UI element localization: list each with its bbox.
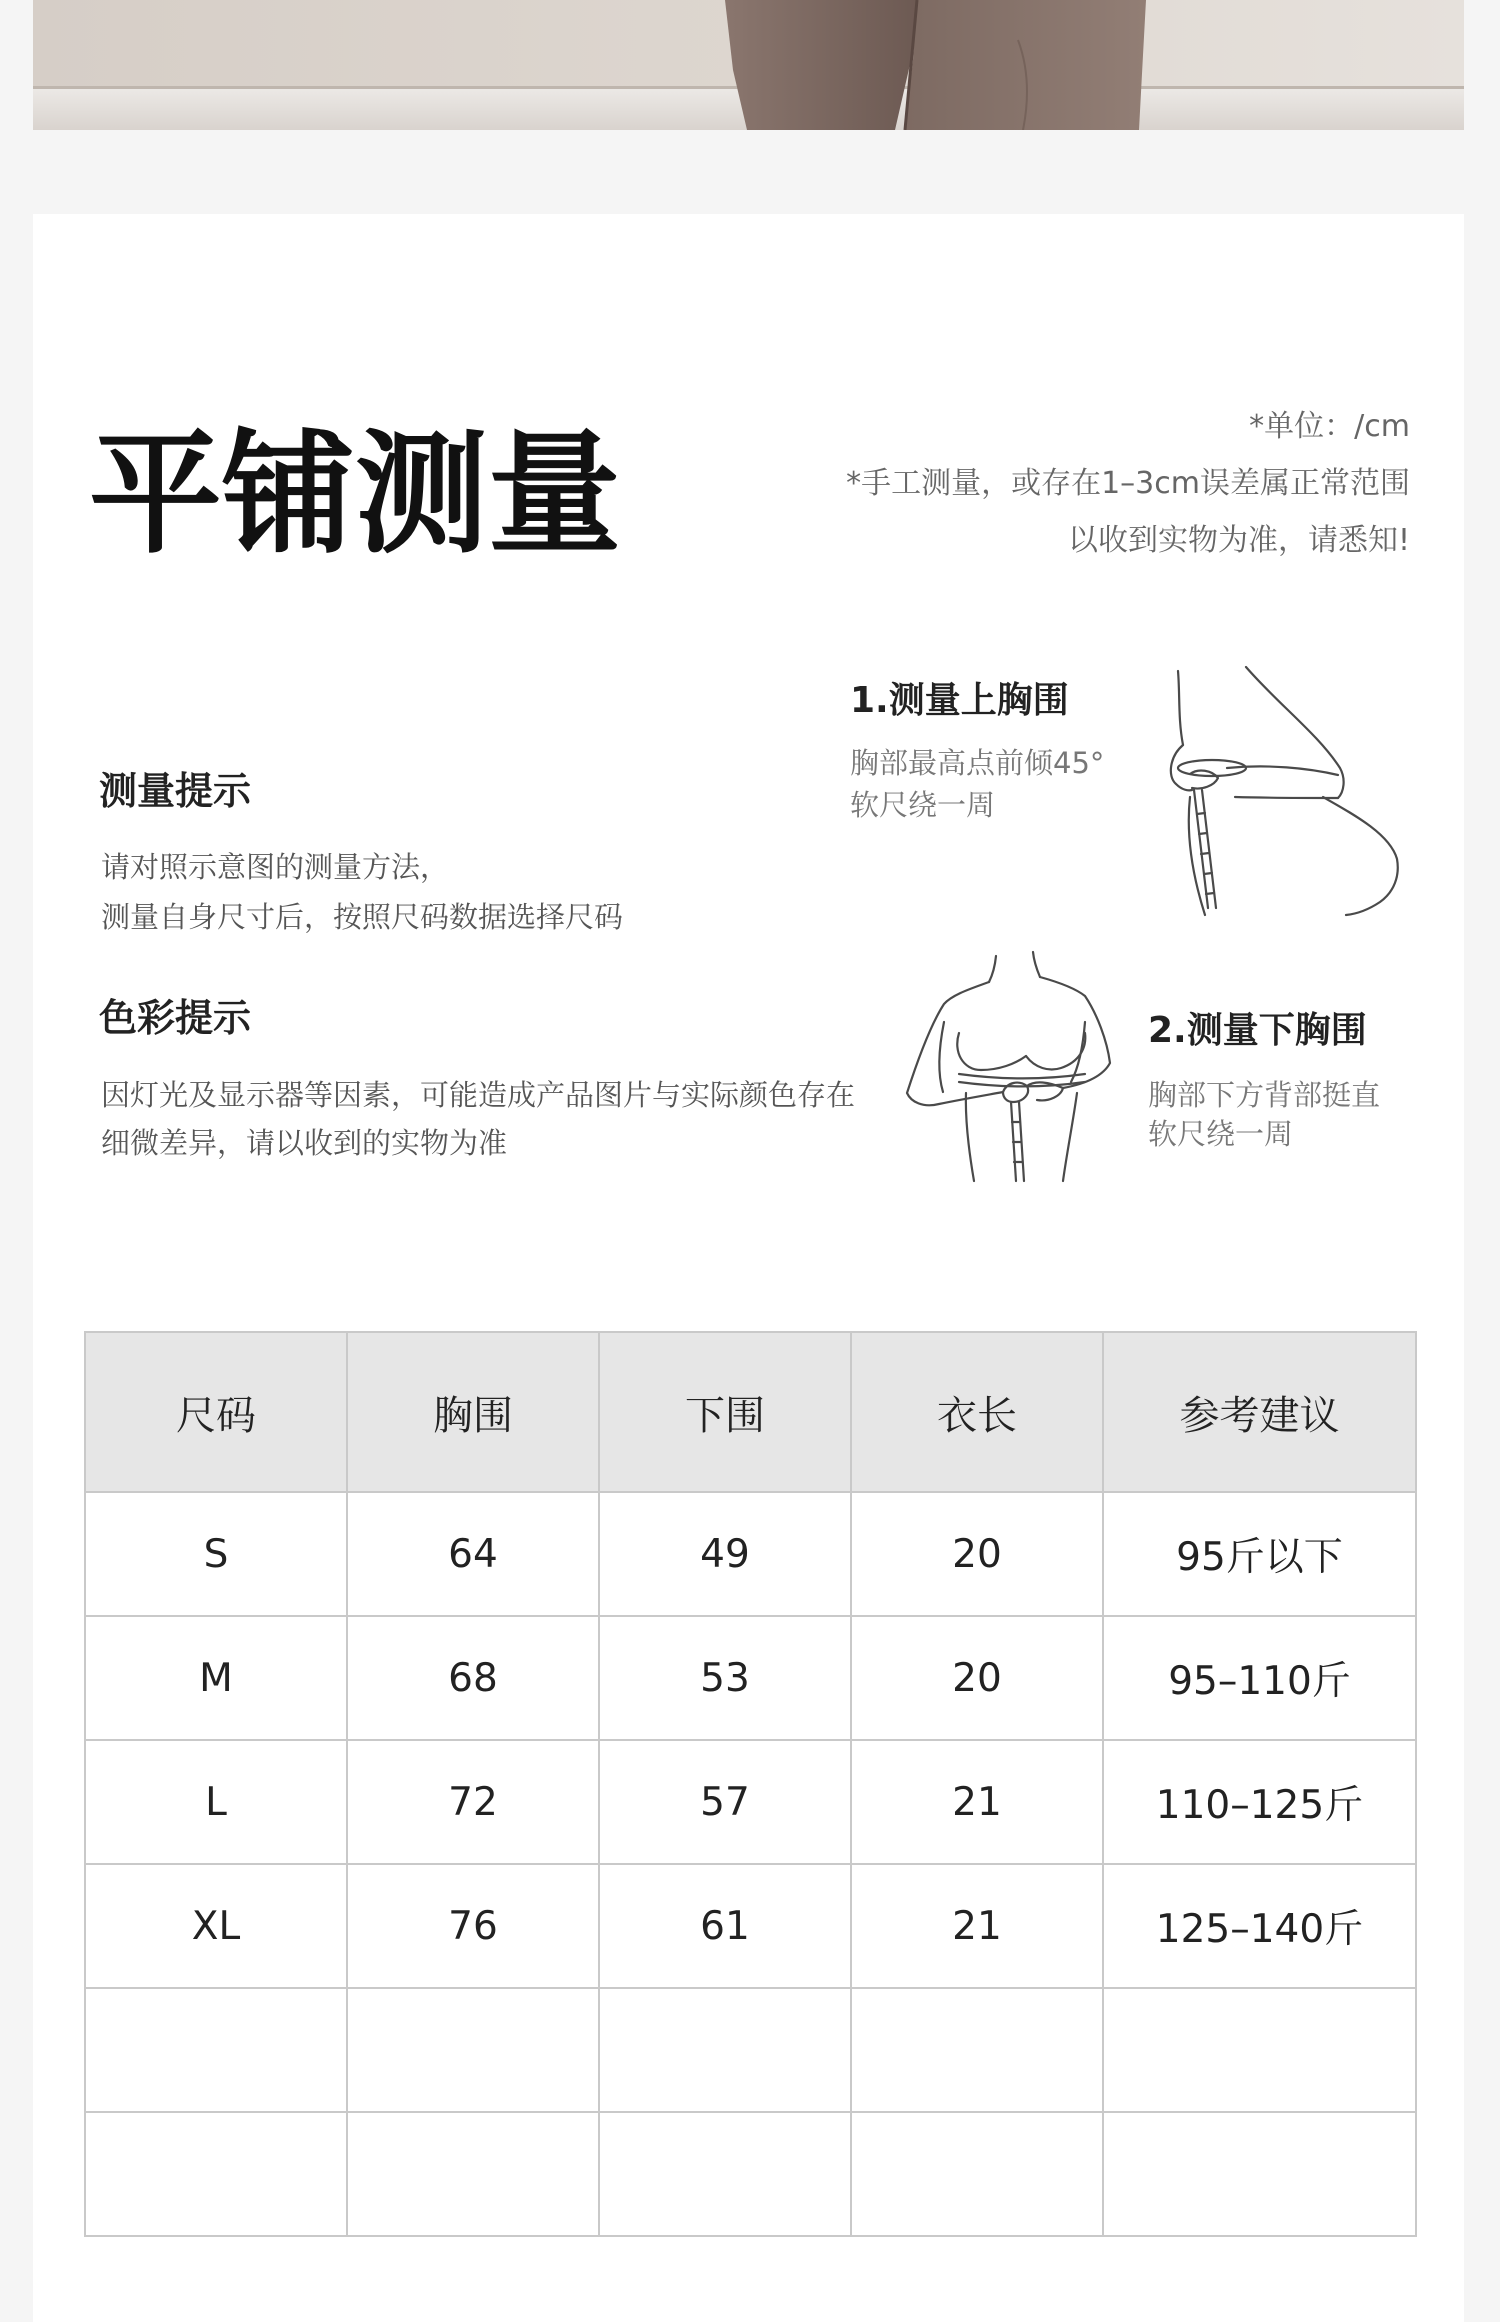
table-cell: S <box>85 1492 347 1616</box>
table-cell <box>851 2112 1103 2236</box>
color-tip-line: 细微差异，请以收到的实物为准 <box>101 1126 508 1160</box>
section-title: 平铺测量 <box>89 418 621 572</box>
table-cell: 68 <box>347 1616 599 1740</box>
table-cell <box>599 1988 851 2112</box>
table-cell: 95–110斤 <box>1103 1616 1416 1740</box>
left-leg-shape <box>725 0 923 130</box>
table-row <box>85 1988 1416 2112</box>
receipt-note: 以收到实物为准，请悉知! <box>1067 523 1410 558</box>
product-photo <box>33 0 1464 130</box>
under-bust-measure-illustration <box>903 952 1115 1184</box>
size-table <box>84 1331 1417 2237</box>
color-tip-title: 色彩提示 <box>99 996 252 1040</box>
error-note: *手工测量，或存在1–3cm误差属正常范围 <box>846 466 1410 501</box>
header-size: 尺码 <box>85 1332 347 1492</box>
table-cell: L <box>85 1740 347 1864</box>
table-cell: 49 <box>599 1492 851 1616</box>
table-cell: 64 <box>347 1492 599 1616</box>
table-cell: 20 <box>851 1616 1103 1740</box>
table-cell: 21 <box>851 1864 1103 1988</box>
header-under-bust: 下围 <box>599 1332 851 1492</box>
table-cell: 95斤以下 <box>1103 1492 1416 1616</box>
table-header-row <box>85 1332 1416 1492</box>
table-cell <box>347 2112 599 2236</box>
measure-tip-title: 测量提示 <box>99 769 252 813</box>
table-cell: XL <box>85 1864 347 1988</box>
table-cell <box>851 1988 1103 2112</box>
table-cell: M <box>85 1616 347 1740</box>
measure-tip-line: 测量自身尺寸后，按照尺码数据选择尺码 <box>101 900 624 934</box>
table-cell: 110–125斤 <box>1103 1740 1416 1864</box>
step-under-bust-line: 软尺绕一周 <box>1148 1117 1294 1151</box>
header-recommendation: 参考建议 <box>1103 1332 1416 1492</box>
step-under-bust-line: 胸部下方背部挺直 <box>1148 1078 1381 1112</box>
table-cell: 53 <box>599 1616 851 1740</box>
table-cell <box>1103 2112 1416 2236</box>
table-cell: 72 <box>347 1740 599 1864</box>
table-cell: 125–140斤 <box>1103 1864 1416 1988</box>
header-length: 衣长 <box>851 1332 1103 1492</box>
step-upper-bust-title: 1.测量上胸围 <box>850 680 1069 721</box>
product-photo-image <box>33 0 1464 130</box>
table-cell <box>85 1988 347 2112</box>
step-upper-bust-line: 软尺绕一周 <box>850 788 996 822</box>
table-cell <box>347 1988 599 2112</box>
table-cell: 20 <box>851 1492 1103 1616</box>
table-cell: 21 <box>851 1740 1103 1864</box>
measure-tip-line: 请对照示意图的测量方法， <box>101 850 450 884</box>
unit-note: *单位：/cm <box>1249 409 1410 444</box>
step-upper-bust-line: 胸部最高点前倾45° <box>850 746 1105 780</box>
color-tip-line: 因灯光及显示器等因素，可能造成产品图片与实际颜色存在 <box>101 1078 856 1112</box>
header-bust: 胸围 <box>347 1332 599 1492</box>
table-row <box>85 2112 1416 2236</box>
table-cell <box>599 2112 851 2236</box>
table-cell: 76 <box>347 1864 599 1988</box>
step-under-bust-title: 2.测量下胸围 <box>1148 1010 1367 1051</box>
table-cell <box>1103 1988 1416 2112</box>
table-row <box>85 1864 1416 1988</box>
upper-bust-measure-illustration <box>1168 664 1400 920</box>
table-cell: 57 <box>599 1740 851 1864</box>
table-row <box>85 1492 1416 1616</box>
table-row <box>85 1616 1416 1740</box>
table-row <box>85 1740 1416 1864</box>
table-cell: 61 <box>599 1864 851 1988</box>
table-cell <box>85 2112 347 2236</box>
